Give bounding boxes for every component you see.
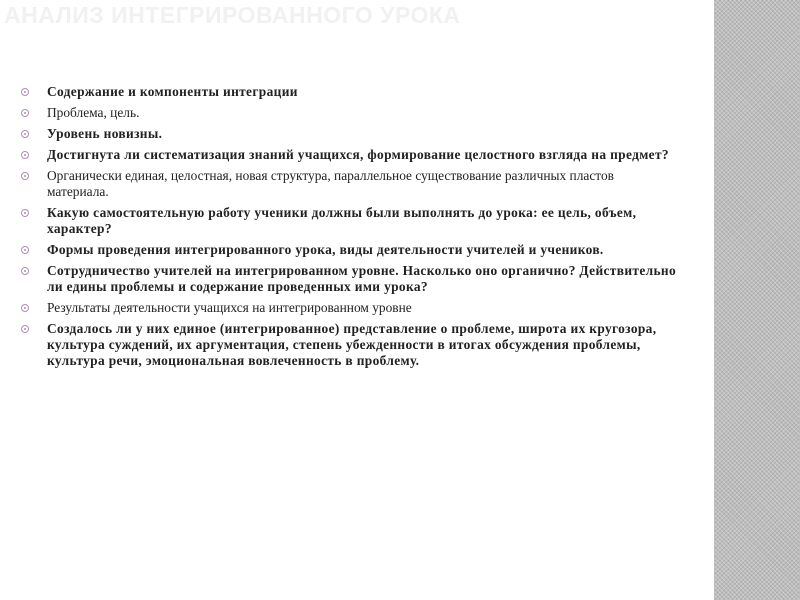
slide-title: АНАЛИЗ ИНТЕГРИРОВАННОГО УРОКА — [4, 2, 461, 28]
circle-bullet-icon — [21, 267, 29, 275]
circle-bullet-icon — [21, 246, 29, 254]
decorative-side-band — [714, 0, 800, 600]
bullet-item — [18, 205, 678, 237]
bullet-item — [18, 242, 678, 258]
bullet-text: Достигнута ли систематизация знаний учащихся, формирование целостного взгляда на предмет? — [47, 147, 669, 162]
bullet-item — [18, 126, 678, 142]
bullet-item — [18, 147, 678, 163]
bullet-text: Органически единая, целостная, новая структура, параллельное существование различных пластов материала. — [47, 168, 614, 199]
circle-bullet-icon — [21, 172, 29, 180]
bullet-item — [18, 263, 678, 295]
bullet-text: Проблема, цель. — [47, 105, 140, 120]
circle-bullet-icon — [21, 130, 29, 138]
bullet-text: Формы проведения интегрированного урока, виды деятельности учителей и учеников. — [47, 242, 604, 257]
bullet-text: Уровень новизны. — [47, 126, 163, 141]
circle-bullet-icon — [21, 304, 29, 312]
circle-bullet-icon — [21, 109, 29, 117]
bullet-text: Содержание и компоненты интеграции — [47, 84, 298, 99]
circle-bullet-icon — [21, 151, 29, 159]
bullet-item — [18, 321, 678, 369]
bullet-item — [18, 168, 678, 200]
circle-bullet-icon — [21, 209, 29, 217]
bullet-text: Сотрудничество учителей на интегрированном уровне. Насколько оно органично? Действительно ли едины проблемы и содержание проведенных ими урока? — [47, 263, 677, 294]
bullet-text: Создалось ли у них единое (интегрированное) представление о проблеме, широта их кругозора, культура суждений, их аргументация, степень убежденности в итогах обсуждения проблемы, культура речи, эмоциональная вовлеченность в проблему. — [47, 321, 657, 368]
bullet-text: Какую самостоятельную работу ученики должны были выполнять до урока: ее цель, объем, характер? — [47, 205, 637, 236]
bullet-item — [18, 105, 678, 121]
circle-bullet-icon — [21, 88, 29, 96]
bullet-item — [18, 300, 678, 316]
circle-bullet-icon — [21, 325, 29, 333]
bullet-list — [18, 84, 678, 374]
bullet-item — [18, 84, 678, 100]
bullet-text: Результаты деятельности учащихся на интегрированном уровне — [47, 300, 412, 315]
